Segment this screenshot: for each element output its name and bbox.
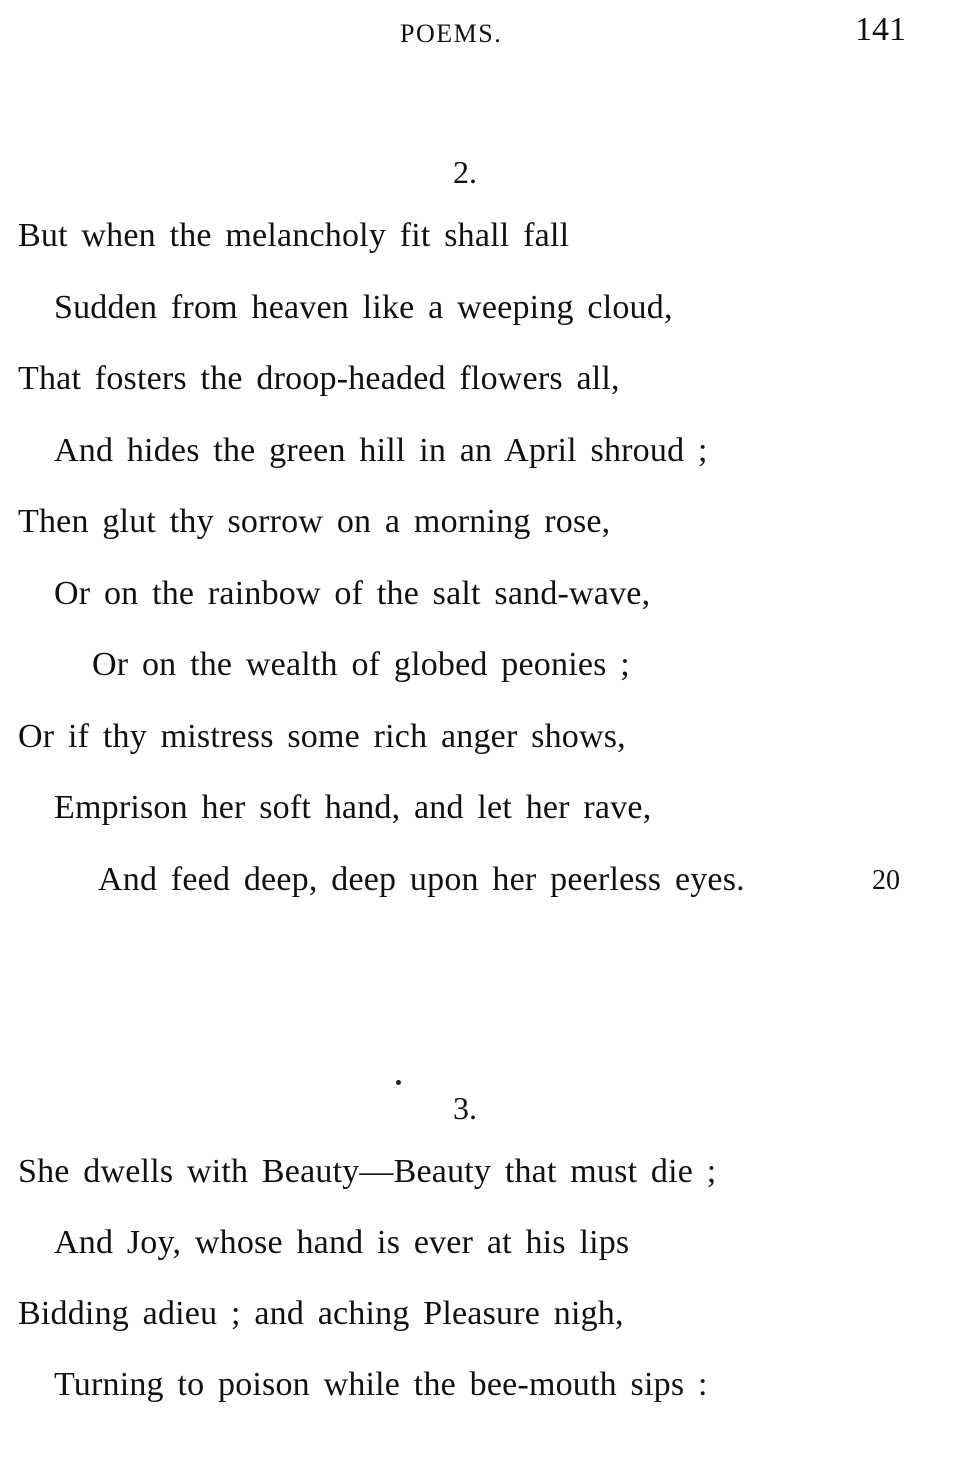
verse-line: Or if thy mistress some rich anger shows, bbox=[18, 718, 626, 755]
page-number: 141 bbox=[855, 11, 906, 48]
print-speck bbox=[396, 1080, 401, 1085]
verse-line: And hides the green hill in an April shroud ; bbox=[54, 432, 708, 469]
verse-line: She dwells with Beauty—Beauty that must die ; bbox=[18, 1153, 717, 1190]
verse-line: Sudden from heaven like a weeping cloud, bbox=[54, 289, 673, 326]
verse-line: And feed deep, deep upon her peerless eyes. bbox=[98, 861, 745, 898]
verse-line: Emprison her soft hand, and let her rave, bbox=[54, 789, 652, 826]
verse-line: Bidding adieu ; and aching Pleasure nigh, bbox=[18, 1295, 624, 1332]
verse-line: Or on the wealth of globed peonies ; bbox=[92, 646, 630, 683]
verse-line: That fosters the droop-headed flowers all, bbox=[18, 360, 620, 397]
verse-line: But when the melancholy fit shall fall bbox=[18, 217, 570, 254]
verse-line: Turning to poison while the bee-mouth sips : bbox=[54, 1366, 708, 1403]
running-head: POEMS. bbox=[400, 19, 503, 48]
verse-line: Then glut thy sorrow on a morning rose, bbox=[18, 503, 611, 540]
stanza-number: 3. bbox=[453, 1090, 477, 1126]
line-number: 20 bbox=[872, 865, 900, 896]
verse-line: Or on the rainbow of the salt sand-wave, bbox=[54, 575, 651, 612]
stanza-number: 2. bbox=[453, 154, 477, 190]
verse-line: And Joy, whose hand is ever at his lips bbox=[54, 1224, 630, 1261]
